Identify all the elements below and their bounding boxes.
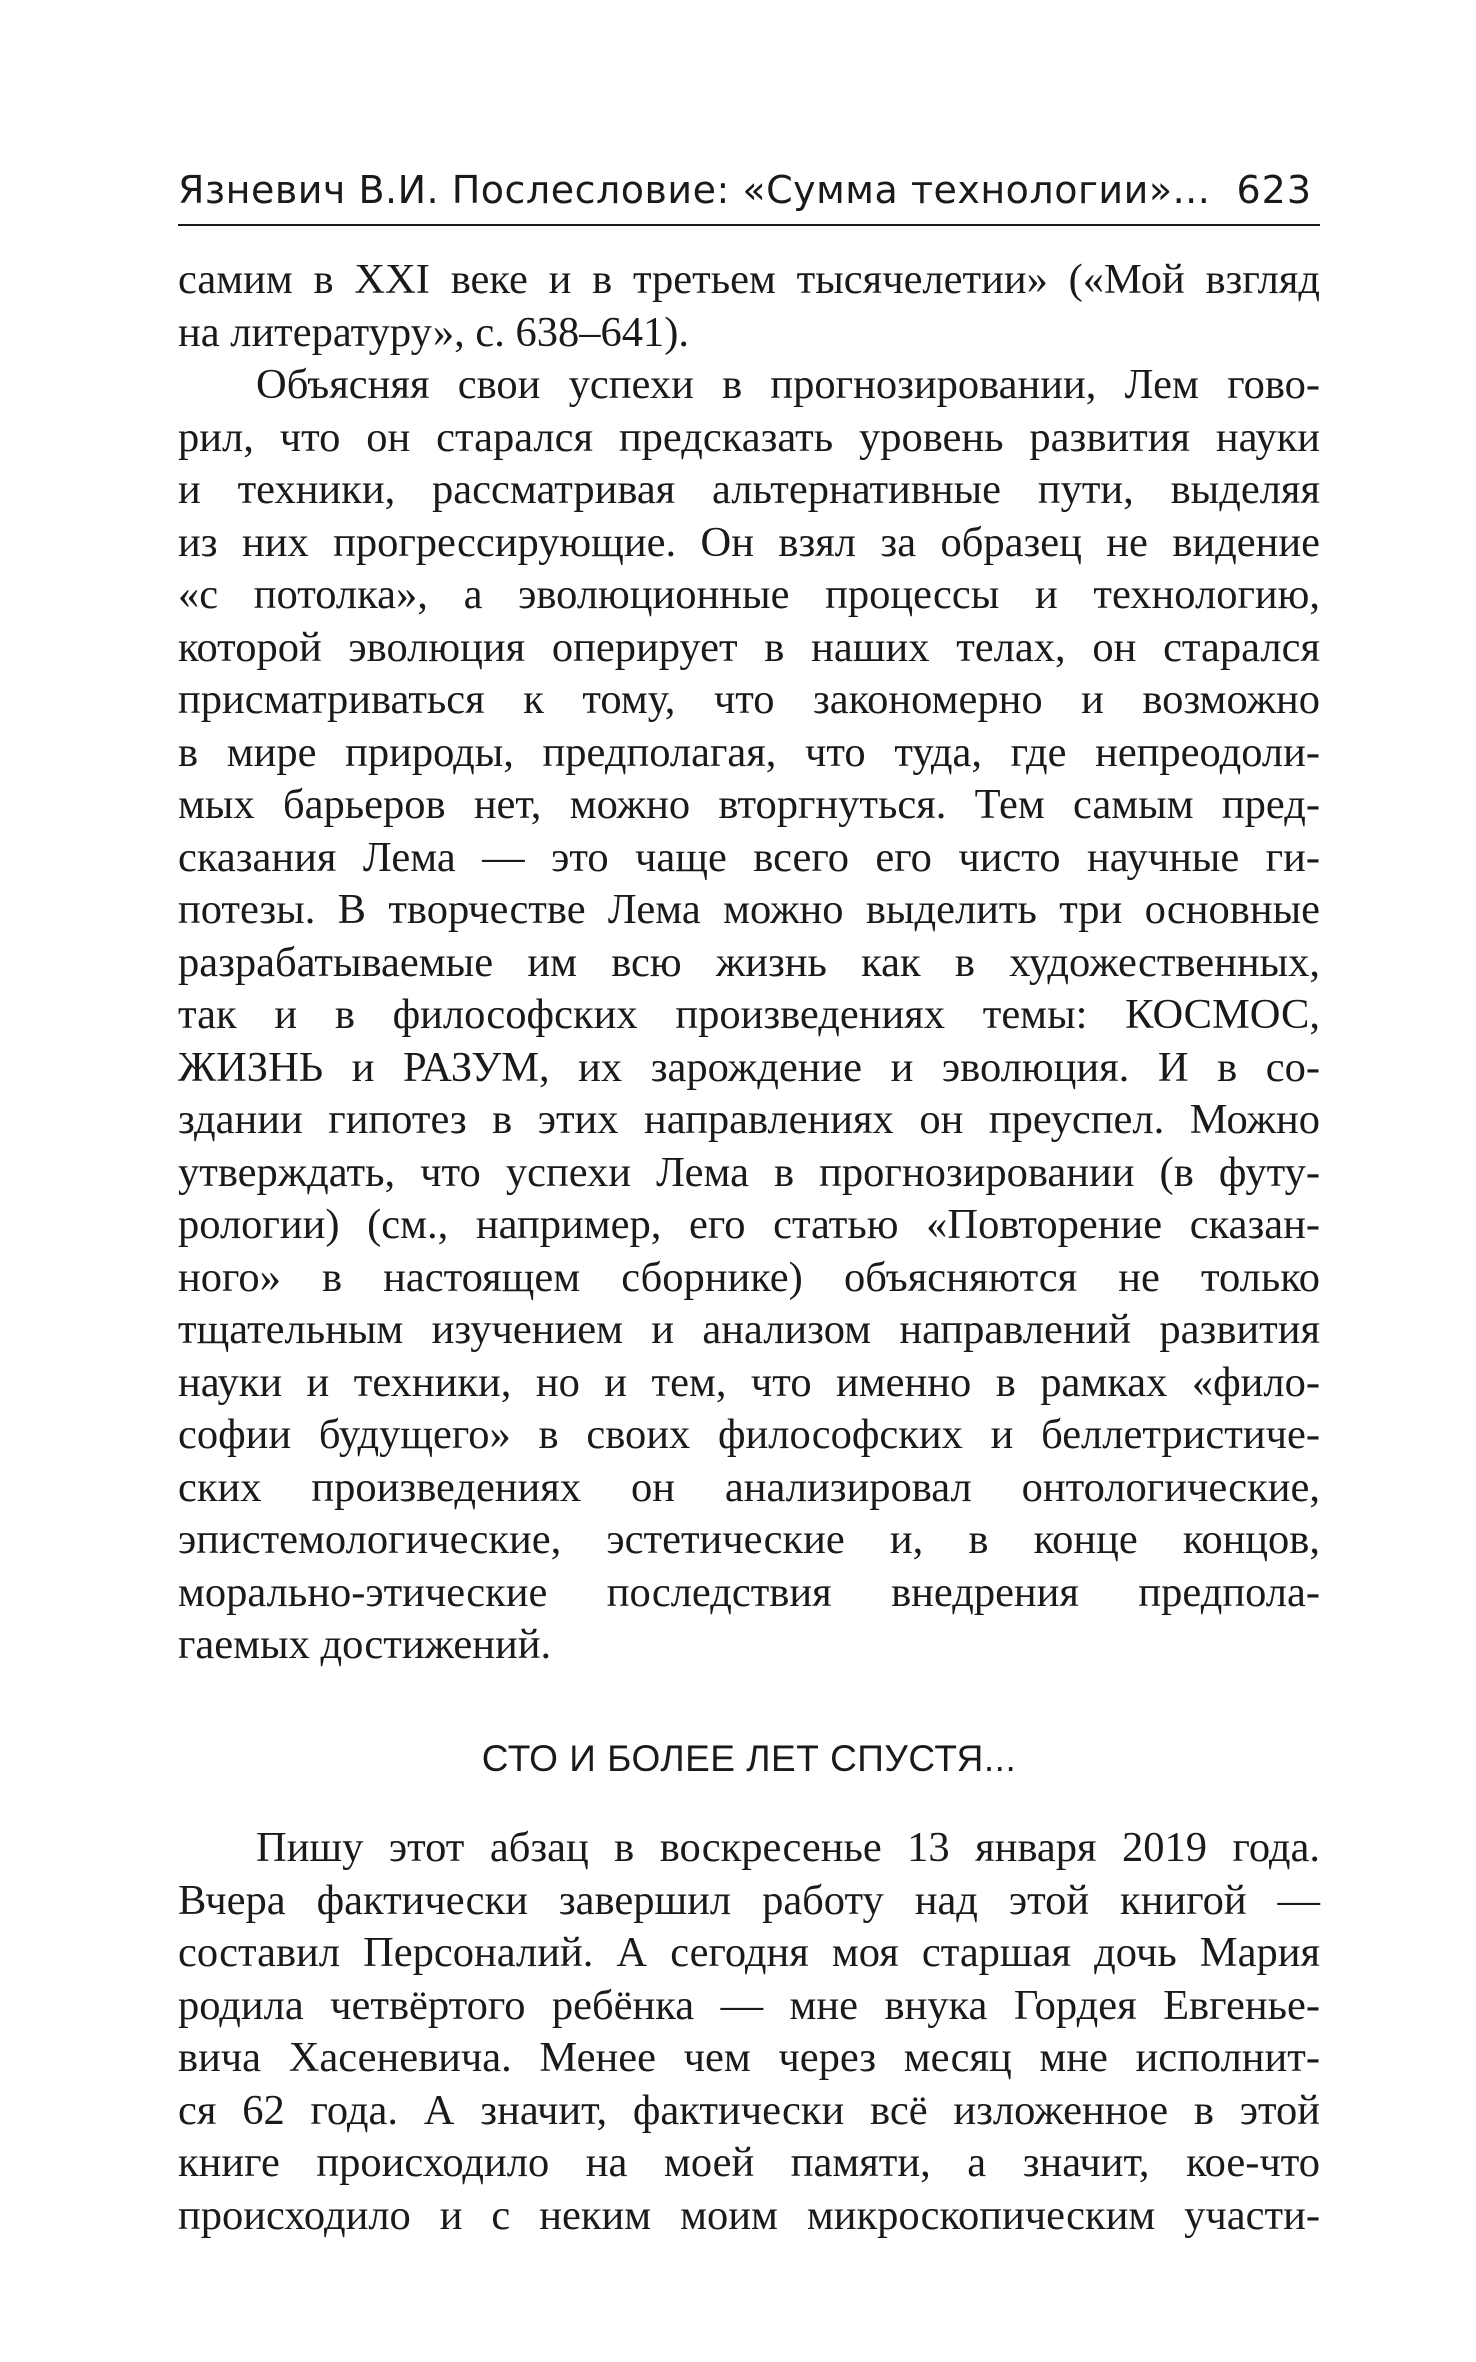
text-line: Объясняя свои успехи в прогнозировании, Лем гово- [256, 361, 1320, 408]
text-line: Вчера фактически завершил работу над этой книгой — [178, 1876, 1320, 1924]
text-line: ся 62 года. А значит, фактически всё изложенное в этой [178, 2086, 1320, 2134]
text-line: здании гипотез в этих направлениях он преуспел. Можно [178, 1096, 1320, 1143]
text-line: присматриваться к тому, что закономерно и возможно [178, 676, 1320, 723]
text-line: ного» в настоящем сборнике) объясняются не только [178, 1253, 1320, 1301]
text-line: рил, что он старался предсказать уровень развития науки [178, 413, 1320, 461]
text-line: родила четвёртого ребёнка — мне внука Гордея Евгенье- [178, 1981, 1320, 2029]
text-line: «с потолка», а эволюционные процессы и технологию, [178, 571, 1320, 618]
running-head: Язневич В.И. Послесловие: «Сумма технологии»... [178, 168, 1211, 212]
page-number: 623 [1236, 168, 1312, 212]
text-line: из них прогрессирующие. Он взял за образец не видение [178, 518, 1320, 566]
text-line: сказания Лема — это чаще всего его чисто научные ги- [178, 833, 1320, 881]
text-line: самим в XXI веке и в третьем тысячелетии» («Мой взгляд [178, 256, 1320, 303]
section-heading: СТО И БОЛЕЕ ЛЕТ СПУСТЯ... [481, 1738, 1017, 1779]
text-line: рологии) (см., например, его статью «Повторение сказан- [178, 1201, 1320, 1248]
text-line: которой эволюция оперирует в наших телах, он старался [178, 623, 1320, 671]
text-line: составил Персоналий. А сегодня моя старшая дочь Мария [178, 1929, 1320, 1976]
text-line: тщательным изучением и анализом направлений развития [178, 1306, 1320, 1353]
text-line: утверждать, что успехи Лема в прогнозировании (в футу- [178, 1148, 1320, 1196]
text-line: гаемых достижений. [178, 1621, 552, 1668]
text-line: ских произведениях он анализировал онтологические, [178, 1463, 1320, 1511]
text-line: ЖИЗНЬ и РАЗУМ, их зарождение и эволюция. И в со- [178, 1043, 1320, 1091]
text-line: софии будущего» в своих философских и беллетристиче- [178, 1411, 1320, 1458]
text-line: эпистемологические, эстетические и, в конце концов, [178, 1516, 1320, 1563]
text-line: мых барьеров нет, можно вторгнуться. Тем самым пред- [178, 781, 1320, 828]
text-line: в мире природы, предполагая, что туда, где непреодоли- [178, 728, 1320, 776]
text-line: потезы. В творчестве Лема можно выделить три основные [178, 886, 1320, 933]
text-line: так и в философских произведениях темы: КОСМОС, [178, 991, 1320, 1038]
page-header [178, 168, 1320, 220]
text-line: на литературу», с. 638–641). [178, 308, 690, 356]
text-line: Пишу этот абзац в воскресенье 13 января 2019 года. [256, 1824, 1320, 1871]
text-line: и техники, рассматривая альтернативные пути, выделяя [178, 466, 1320, 513]
text-line: происходило и с неким моим микроскопическим участи- [178, 2191, 1320, 2239]
text-line: вича Хасеневича. Менее чем через месяц мне исполнит- [178, 2034, 1320, 2081]
text-line: науки и техники, но и тем, что именно в рамках «фило- [178, 1358, 1320, 1406]
text-line: книге происходило на моей памяти, а значит, кое-что [178, 2139, 1320, 2186]
section-text [178, 1822, 1320, 2242]
main-text [178, 254, 1320, 1672]
header-rule [178, 224, 1320, 226]
text-line: морально-этические последствия внедрения предпола- [178, 1568, 1320, 1616]
text-line: разрабатываемые им всю жизнь как в художественных, [178, 938, 1320, 986]
